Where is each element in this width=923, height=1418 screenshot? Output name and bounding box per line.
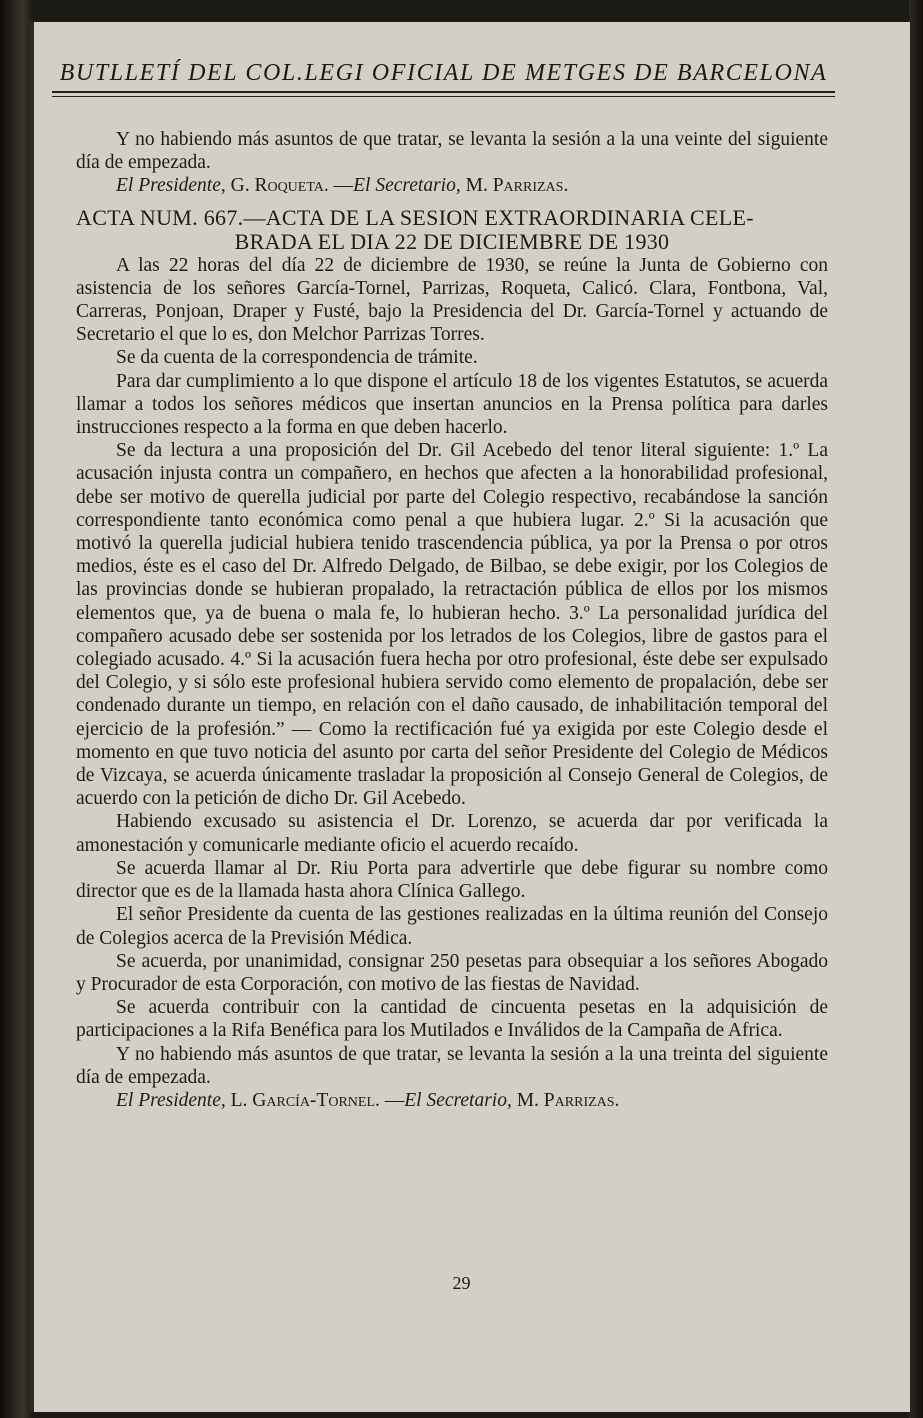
president-label: El Presidente,: [116, 1089, 226, 1111]
president-name: L. García-Tornel.: [230, 1089, 380, 1111]
header-rule-thin: [52, 96, 835, 97]
acta-paragraph: Habiendo excusado su asistencia el Dr. Lorenzo, se acuerda dar por verificada la amonestación y comunicarle mediante oficio el acuerdo recaído.: [76, 811, 828, 856]
page-body: [76, 128, 828, 1112]
previous-signature-line: [76, 174, 828, 197]
secretary-label: El Secretario,: [353, 175, 461, 197]
acta-paragraph: Se da cuenta de la correspondencia de trámite.: [116, 347, 478, 369]
running-header: [52, 60, 835, 97]
acta-paragraph: Se acuerda, por unanimidad, consignar 250 pesetas para obsequiar a los señores Abogado y Procurador de esta Corporación, con motivo de las fiestas de Navidad.: [76, 950, 828, 995]
acta-paragraph: El señor Presidente da cuenta de las gestiones realizadas en la última reunión del Consejo de Colegios acerca de la Previsión Médica.: [76, 904, 828, 949]
acta-paragraph: Se acuerda llamar al Dr. Riu Porta para advertirle que debe figurar su nombre como director que es de la llamada hasta ahora Clínica Gallego.: [76, 857, 828, 903]
signature-separator: —: [333, 175, 354, 197]
signature-separator: —: [384, 1089, 405, 1111]
header-rule-thick: [52, 91, 835, 93]
journal-title: BUTLLETÍ DEL COL.LEGI OFICIAL DE METGES DE BARCELONA: [59, 60, 828, 86]
acta-signature-line: [76, 1089, 828, 1112]
acta-paragraph: Para dar cumplimiento a lo que dispone el artículo 18 de los vigentes Estatutos, se acuerda llamar a todos los señores médicos que insertan anuncios en la Prensa política para darles instrucciones respecto a la forma en que deben hacerlo.: [76, 370, 828, 439]
page-number: 29: [452, 1273, 471, 1293]
secretary-name: M. Parrizas.: [516, 1089, 620, 1111]
acta-heading-line-2: BRADA EL DIA 22 DE DICIEMBRE DE 1930: [234, 228, 670, 254]
previous-closing-paragraph: Y no habiendo más asuntos de que tratar, se levanta la sesión a la una veinte del siguiente día de empezada.: [76, 129, 828, 174]
president-name: G. Roqueta.: [230, 175, 329, 197]
scan-border: [909, 0, 923, 1418]
acta-heading: [76, 206, 828, 254]
secretary-label: El Secretario,: [404, 1089, 512, 1111]
secretary-name: M. Parrizas.: [465, 175, 569, 197]
acta-paragraph: A las 22 horas del día 22 de diciembre de 1930, se reúne la Junta de Gobierno con asistencia de los señores García-Tornel, Parrizas, Roqueta, Calicó. Clara, Fontbona, Val, Carreras, Ponjoan, Draper y Fusté, bajo la Presidencia del Dr. García-Tornel y actuando de Secretario el que lo es, don Melchor Parrizas Torres.: [76, 254, 828, 346]
acta-paragraph: Se da lectura a una proposición del Dr. Gil Acebedo del tenor literal siguiente: 1.º La acusación injusta contra un compañero, en hechos que afecten a la honorabilidad profesional, debe ser motivo de querella judicial por parte del Colegio respectivo, recabándose la sanción correspondiente tanto económica como penal a que hubiera lugar. 2.º Si la acusación que motivó la querella judicial hubiera tenido trascendencia pública, ya por la Prensa o por otros medios, éste es el caso del Dr. Alfredo Delgado, de Bilbao, se debe exigir, por los Colegios de las provincias donde se hubieran propalado, la retractación pública de ellos por los mismos elementos que, ya de buena o mala fe, lo hubieran hecho. 3.º La personalidad jurídica del compañero acusado debe ser sostenida por los letrados de los Colegios, libre de gastos para el colegiado acusado. 4.º Si la acusación fuera hecha por otro profesional, éste debe ser expulsado del Colegio, y si sólo este profesional hubiera servido como elemento de propalación, debe ser condenado durante un tiempo, en relación con el daño causado, de inhabilitación temporal del ejercicio de la profesión.” — Como la rectificación fué ya exigida por este Colegio desde el momento en que tuvo noticia del asunto por carta del señor Presidente del Colegio de Médicos de Vizcaya, se acuerda únicamente trasladar la proposición al Consejo General de Colegios, de acuerdo con la petición de dicho Dr. Gil Acebedo.: [76, 440, 828, 810]
acta-paragraph: Y no habiendo más asuntos de que tratar, se levanta la sesión a la una treinta del siguiente día de empezada.: [76, 1043, 828, 1088]
acta-paragraph: Se acuerda contribuir con la cantidad de cincuenta pesetas en la adquisición de participaciones a la Rifa Benéfica para los Mutilados e Inválidos de la Campaña de Africa.: [76, 997, 828, 1042]
book-binding-edge: [0, 0, 32, 1418]
president-label: El Presidente,: [116, 175, 226, 197]
acta-heading-line-1: ACTA NUM. 667.—ACTA DE LA SESION EXTRAORDINARIA CELE-: [76, 204, 754, 230]
